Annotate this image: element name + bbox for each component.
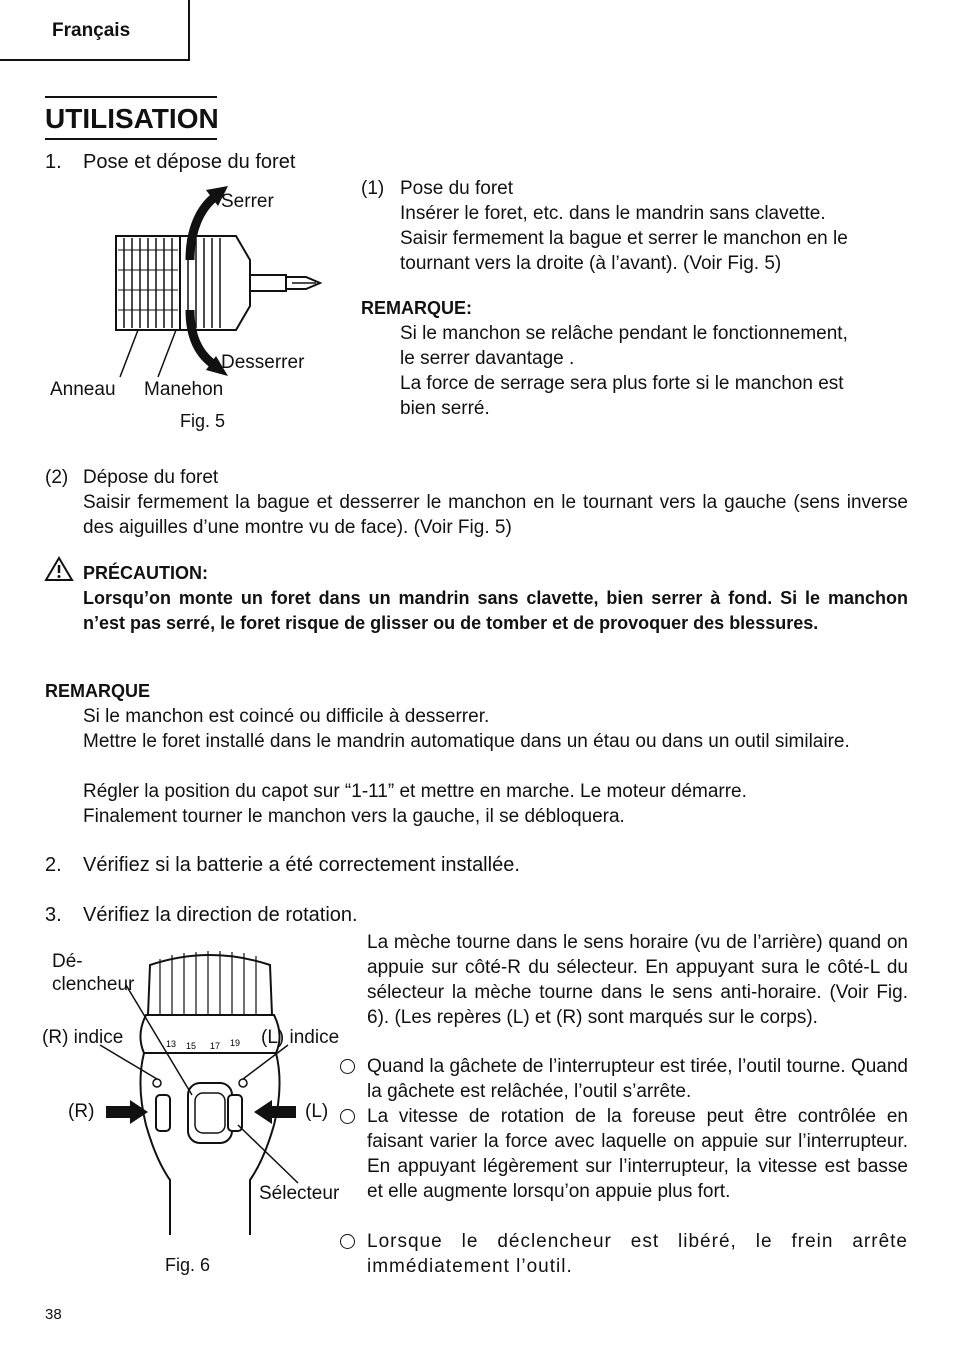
step3-intro-text: sont	[587, 1007, 624, 1028]
indice-text: indice	[289, 1027, 340, 1048]
r-mark: R	[74, 1101, 89, 1122]
fig6-dial-tick: 15	[186, 1041, 197, 1051]
sub1-title: Pose du foret	[400, 178, 514, 199]
sub2-text: Saisir fermement la bague et desserrer le manchon en le tournant vers la gauche (sens inverse des aiguilles d’une montre vu de face). (Voir Fig. 5)	[83, 492, 908, 538]
note2-heading: REMARQUE	[45, 681, 151, 701]
fig5-caption: Fig. 5	[180, 411, 226, 431]
language-label: Français	[52, 20, 131, 41]
fig6-label-trigger: Dé-	[52, 951, 83, 972]
step3-bullet: Quand la gâchete de l’interrupteur est tirée, l’outil tourne. Quand la gâchete est relâchée, l’outil s’arrête.	[367, 1056, 908, 1102]
step3-bullet: Lorsque le déclencheur est libéré, le frein arrête immédiatement l’outil.	[367, 1231, 908, 1277]
note1-line: La force de serrage sera plus forte si le manchon est	[400, 373, 844, 394]
sub2-title: Dépose du foret	[83, 467, 219, 488]
fig6-label-l-indice: (L) indice	[261, 1027, 340, 1048]
step2-number: 2.	[45, 854, 62, 876]
fig5-label-sleeve: Manehon	[144, 379, 224, 400]
sub1-line: Insérer le foret, etc. dans le mandrin sans clavette.	[400, 203, 826, 224]
step2-title: Vérifiez si la batterie a été correctement installée.	[83, 854, 520, 876]
note2-line: Finalement tourner le manchon vers la gauche, il se débloquera.	[83, 806, 625, 827]
caution-text: Lorsqu’on monte un foret dans un mandrin sans clavette, bien serrer à fond. Si le manchon n’est pas serré, le foret risque de glisser ou de tomber et de provoquer des blessures.	[83, 588, 908, 633]
note1-line: bien serré.	[400, 398, 490, 419]
step3-number: 3.	[45, 904, 62, 926]
fig6-label-r-indice: (R) indice	[42, 1027, 124, 1048]
fig5-label-ring: Anneau	[50, 379, 116, 400]
bullet-circle-icon	[340, 1109, 355, 1124]
step3-intro-text: La mèche tourne dans le sens horaire (vu de l’arrière) quand on appuie sur côté-R du sélecteur. En appuyant sura le côté-L du sélecteur la mèche tourne dans le sens anti-horaire. (Voir Fig. 6). (Les repères	[367, 932, 908, 1028]
note2-line: Régler la position du capot sur “1-11” et mettre en marche. Le moteur démarre.	[83, 781, 747, 802]
l-mark: L	[512, 1007, 524, 1028]
fig6-dial-tick: 17	[210, 1041, 221, 1051]
language-tab	[0, 0, 190, 61]
section-title: UTILISATION	[45, 96, 217, 140]
bullet-circle-icon	[340, 1234, 355, 1249]
page-number: 38	[45, 1306, 62, 1323]
fig5-label-tighten: Serrer	[221, 191, 274, 212]
fig6-label-trigger: clencheur	[52, 974, 135, 995]
note1-line: le serrer davantage .	[400, 348, 575, 369]
note1-heading: REMARQUE:	[361, 298, 472, 318]
fig6-caption: Fig. 6	[165, 1255, 211, 1275]
note1-line: Si le manchon se relâche pendant le fonctionnement,	[400, 323, 848, 344]
l-mark: L	[267, 1027, 278, 1048]
step3-intro-and: et	[534, 1007, 551, 1028]
fig6-arrow-r-label: (R)	[68, 1101, 95, 1122]
step1-number: 1.	[45, 151, 62, 173]
step3-intro-text: marqués sur le corps).	[628, 1007, 818, 1028]
fig5-label-loosen: Desserrer	[221, 352, 305, 373]
sub1-marker: (1)	[361, 178, 385, 199]
step3-title: Vérifiez la direction de rotation.	[83, 904, 358, 926]
fig6-dial-tick: 19	[230, 1038, 241, 1048]
sub1-line: Saisir fermement la bague et serrer le manchon en le	[400, 228, 848, 249]
sub2-marker: (2)	[45, 467, 69, 488]
fig6-dial-tick: 13	[166, 1039, 177, 1049]
bullet-circle-icon	[340, 1059, 355, 1074]
r-mark: R	[562, 1007, 577, 1028]
r-mark: R	[48, 1027, 63, 1048]
fig6-arrow-l-label: (L)	[305, 1101, 329, 1122]
l-mark: L	[311, 1101, 322, 1122]
caution-heading: PRÉCAUTION:	[83, 563, 208, 583]
note2-line: Si le manchon est coincé ou difficile à desserrer.	[83, 706, 490, 727]
warning-triangle-icon	[44, 556, 74, 582]
fig6-label-selector: Sélecteur	[259, 1183, 340, 1204]
step1-title: Pose et dépose du foret	[83, 151, 296, 173]
fig5-drill-chuck-illustration	[40, 180, 360, 410]
step3-bullet: La vitesse de rotation de la foreuse peut être contrôlée en faisant varier la force avec laquelle on appuie sur l’interrupteur. En appuyant légèrement sur l’interrupteur, la vitesse est basse et elle augmente lorsqu’on appuie plus fort.	[367, 1106, 908, 1202]
step3-intro: La mèche tourne dans le sens horaire (vu de l’arrière) quand on appuie sur côté-R du sélecteur. En appuyant sura le côté-L du sélecteur la mèche tourne dans le sens anti-horaire. (Voir Fig. 6). (Les repères (L) et (R) sont marqués sur le corps).	[367, 932, 908, 1028]
note2-para: Mettre le foret installé dans le mandrin automatique dans un étau ou dans un outil similaire.	[83, 731, 850, 752]
indice-text: indice	[73, 1027, 124, 1048]
sub1-line: tournant vers la droite (à l’avant). (Voir Fig. 5)	[400, 253, 782, 274]
